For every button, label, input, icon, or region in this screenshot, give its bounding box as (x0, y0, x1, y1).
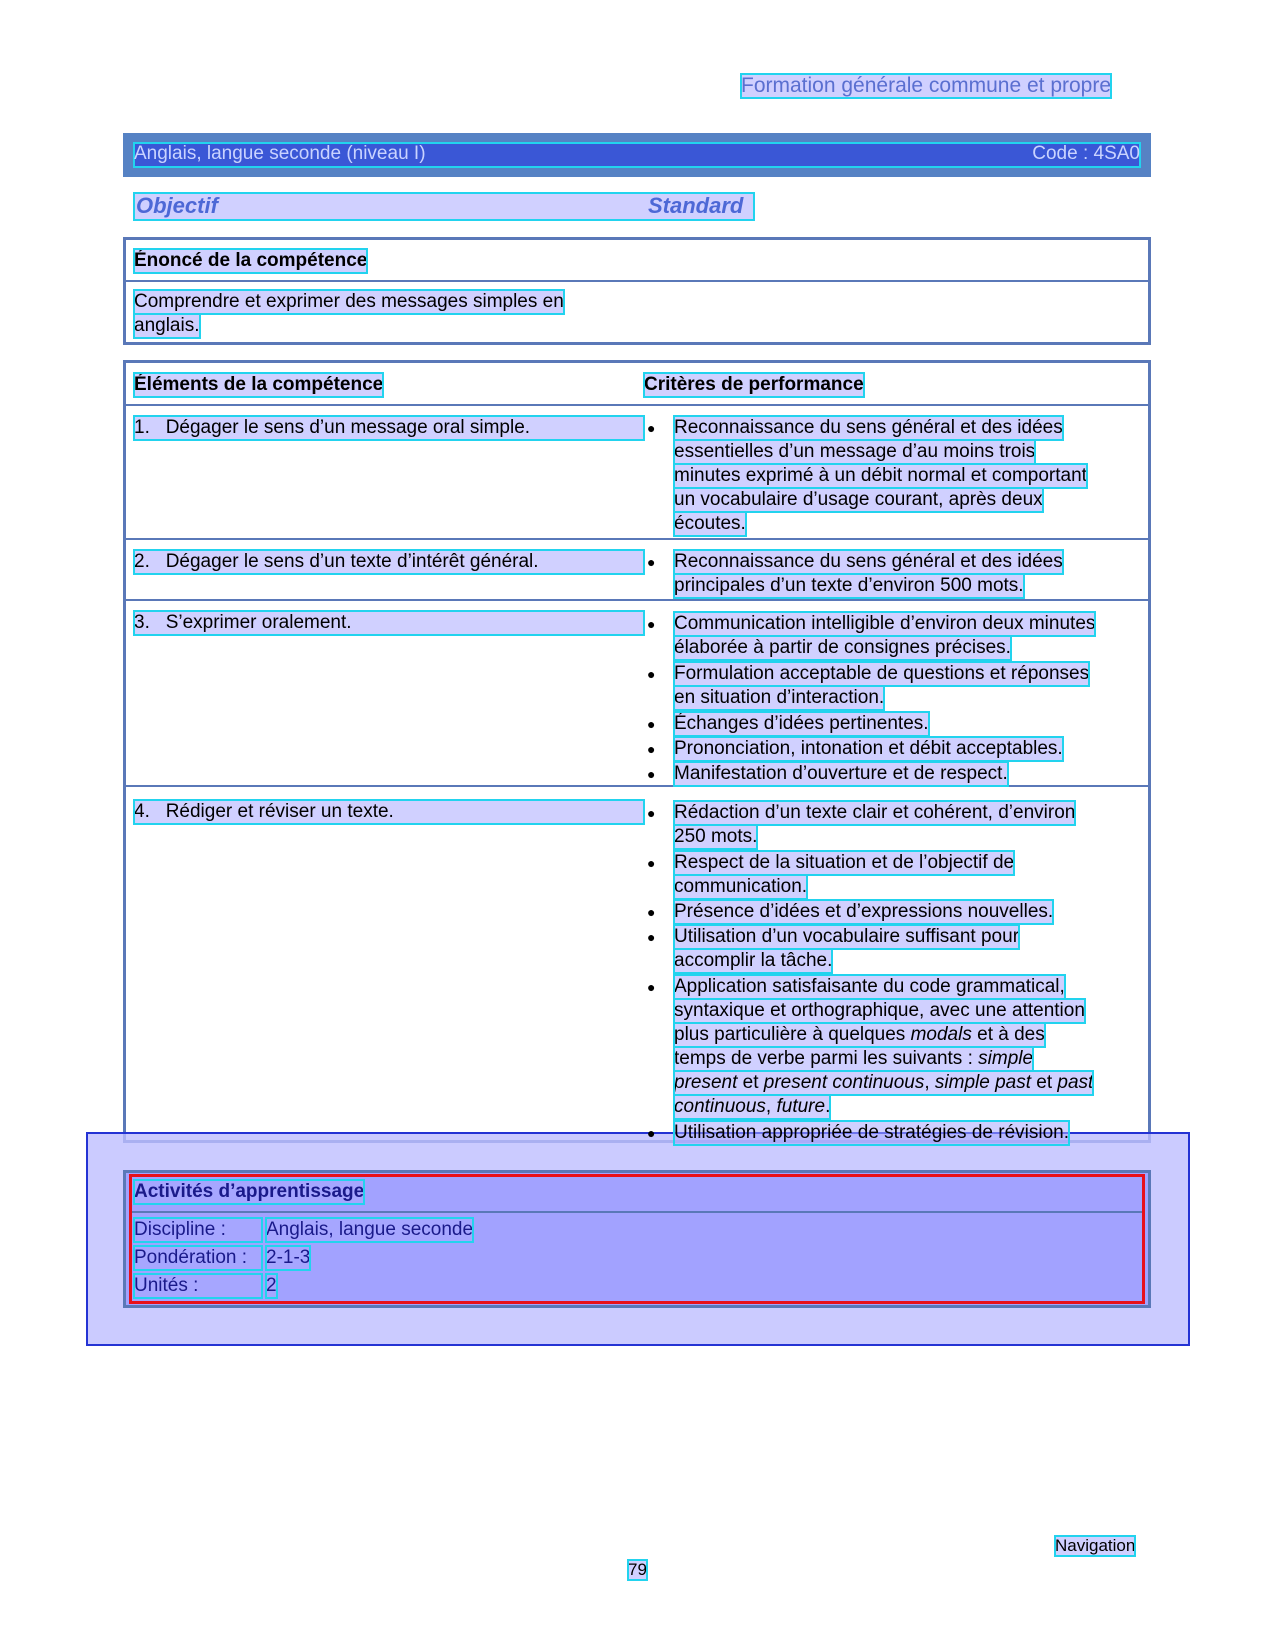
criterion-line: Manifestation d’ouverture et de respect. (674, 763, 1008, 784)
criterion-line: Présence d’idées et d’expressions nouvelles. (674, 901, 1054, 922)
bullet-icon: ● (647, 805, 656, 821)
criterion-line: Utilisation appropriée de stratégies de révision. (674, 1122, 1069, 1143)
element-item: 4. Rédiger et réviser un texte. (134, 800, 644, 824)
criterion-line: continuous, future. (674, 1096, 831, 1117)
bullet-icon: ● (647, 741, 656, 757)
enonce-line: Comprendre et exprimer des messages simples en (134, 291, 564, 312)
criterion-line: plus particulière à quelques modals et à des (674, 1024, 1045, 1045)
divider (124, 599, 1150, 601)
criterion-line: en situation d’interaction. (674, 687, 885, 708)
criterion-line: écoutes. (674, 513, 746, 534)
criterion-line: present et present continuous, simple past et past (674, 1072, 1094, 1093)
criterion-line: principales d’un texte d’environ 500 mots. (674, 575, 1024, 596)
criterion-line: essentielles d’un message d’au moins trois (674, 441, 1036, 462)
bullet-icon: ● (647, 1125, 656, 1141)
criterion-line: élaborée à partir de consignes précises. (674, 637, 1011, 658)
divider (124, 538, 1150, 540)
document-section-header: Formation générale commune et propre (741, 74, 1112, 97)
ponderation-value: 2-1-3 (266, 1247, 311, 1268)
page-number: 79 (628, 1560, 647, 1579)
course-title: Anglais, langue seconde (niveau I) (134, 143, 426, 164)
standard-title: Standard (648, 193, 744, 218)
criterion-line: 250 mots. (674, 826, 758, 847)
element-item: 2. Dégager le sens d’un texte d’intérêt général. (134, 550, 644, 574)
discipline-label: Discipline : (134, 1218, 262, 1242)
element-item: 3. S’exprimer oralement. (134, 611, 644, 635)
navigation-link[interactable]: Navigation (1055, 1536, 1136, 1555)
criterion-line: Respect de la situation et de l’objectif de (674, 852, 1015, 873)
discipline-value: Anglais, langue seconde (266, 1219, 474, 1240)
criterion-line: Reconnaissance du sens général et des idées (674, 551, 1063, 572)
unites-value: 2 (266, 1275, 277, 1296)
enonce-line: anglais. (134, 315, 200, 336)
criterion-line: Application satisfaisante du code grammatical, (674, 976, 1065, 997)
bullet-icon: ● (647, 929, 656, 945)
activites-heading: Activités d’apprentissage (134, 1181, 365, 1202)
criterion-line: communication. (674, 876, 808, 897)
criterion-line: minutes exprimé à un débit normal et comportant (674, 465, 1087, 486)
criterion-line: Prononciation, intonation et débit acceptables. (674, 738, 1063, 759)
criteres-heading: Critères de performance (644, 374, 864, 395)
criterion-line: syntaxique et orthographique, avec une attention (674, 1000, 1085, 1021)
bullet-icon: ● (647, 616, 656, 632)
bullet-icon: ● (647, 855, 656, 871)
criterion-line: Reconnaissance du sens général et des idées (674, 417, 1063, 438)
bullet-icon: ● (647, 666, 656, 682)
enonce-heading: Énoncé de la compétence (134, 250, 368, 271)
criterion-line: Échanges d’idées pertinentes. (674, 713, 929, 734)
elements-heading: Éléments de la compétence (134, 374, 384, 395)
objectif-title: Objectif (136, 193, 218, 218)
unites-label: Unités : (134, 1274, 262, 1298)
bullet-icon: ● (647, 979, 656, 995)
criterion-line: temps de verbe parmi les suivants : simple (674, 1048, 1034, 1069)
divider (124, 280, 1150, 282)
bullet-icon: ● (647, 420, 656, 436)
element-item: 1. Dégager le sens d’un message oral simple. (134, 416, 644, 440)
ponderation-label: Pondération : (134, 1246, 262, 1270)
course-code: Code : 4SA0 (1032, 143, 1140, 164)
criterion-line: Rédaction d’un texte clair et cohérent, d’environ (674, 802, 1076, 823)
bullet-icon: ● (647, 766, 656, 782)
criterion-line: Formulation acceptable de questions et réponses (674, 663, 1090, 684)
criterion-line: Communication intelligible d’environ deux minutes (674, 613, 1096, 634)
bullet-icon: ● (647, 554, 656, 570)
criterion-line: accomplir la tâche. (674, 950, 833, 971)
bullet-icon: ● (647, 716, 656, 732)
criterion-line: un vocabulaire d’usage courant, après deux (674, 489, 1043, 510)
criterion-line: Utilisation d’un vocabulaire suffisant pour (674, 926, 1020, 947)
divider (132, 1211, 1142, 1213)
divider (124, 404, 1150, 406)
bullet-icon: ● (647, 904, 656, 920)
